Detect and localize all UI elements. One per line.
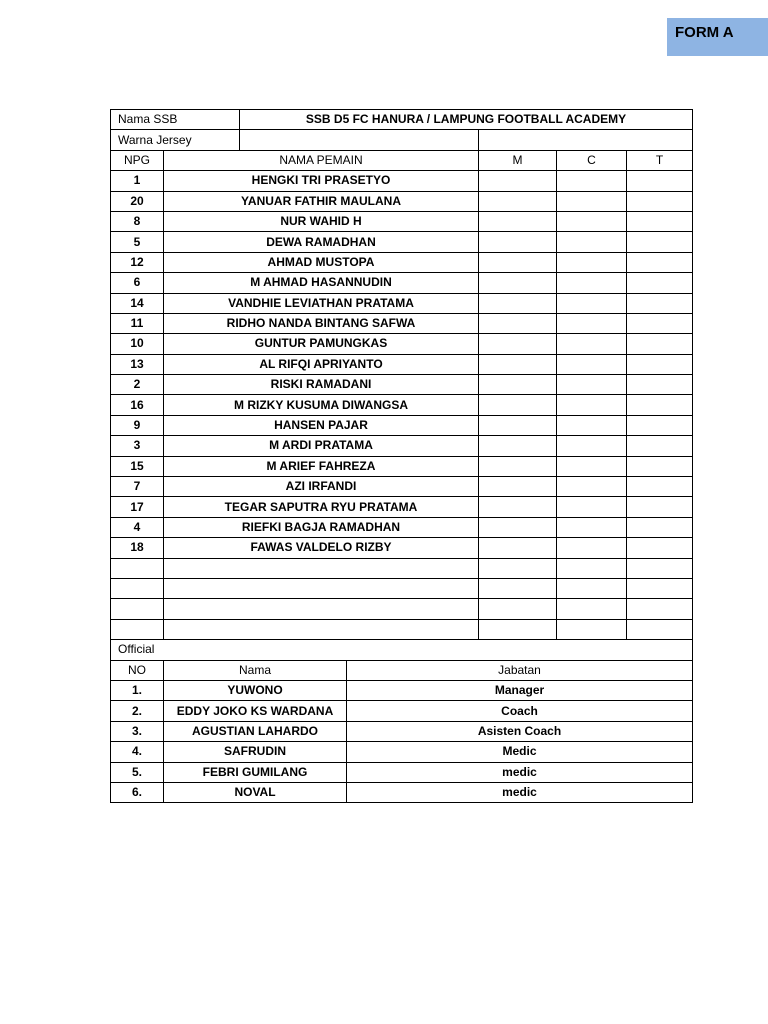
official-jabatan-header: Jabatan <box>347 660 693 680</box>
official-jabatan: Manager <box>347 680 693 700</box>
official-nama-header: Nama <box>164 660 347 680</box>
header-table <box>110 109 693 151</box>
official-jabatan: medic <box>347 782 693 802</box>
player-t-cell <box>627 395 693 415</box>
player-m-cell <box>479 538 557 558</box>
official-section-row <box>111 640 693 660</box>
form-label: FORM A <box>667 18 768 56</box>
players-table <box>110 150 693 640</box>
table-row <box>111 517 693 537</box>
player-t-cell <box>627 273 693 293</box>
player-npg: 9 <box>111 415 164 435</box>
player-c-cell <box>557 191 627 211</box>
player-t-cell <box>627 252 693 272</box>
player-t-cell <box>627 171 693 191</box>
player-npg <box>111 599 164 619</box>
player-c-cell <box>557 517 627 537</box>
player-m-cell <box>479 558 557 578</box>
official-jabatan: Asisten Coach <box>347 721 693 741</box>
player-t-cell <box>627 517 693 537</box>
player-npg <box>111 578 164 598</box>
table-row <box>111 211 693 231</box>
table-row <box>111 701 693 721</box>
player-npg: 4 <box>111 517 164 537</box>
player-npg: 20 <box>111 191 164 211</box>
table-row <box>111 232 693 252</box>
player-m-cell <box>479 619 557 639</box>
player-name <box>164 578 479 598</box>
official-no: 4. <box>111 742 164 762</box>
table-row <box>111 191 693 211</box>
player-name: HENGKI TRI PRASETYO <box>164 171 479 191</box>
player-name: M ARIEF FAHREZA <box>164 456 479 476</box>
player-m-cell <box>479 171 557 191</box>
official-jabatan: Coach <box>347 701 693 721</box>
player-c-cell <box>557 599 627 619</box>
player-c-cell <box>557 211 627 231</box>
player-m-cell <box>479 395 557 415</box>
table-row <box>111 354 693 374</box>
player-t-cell <box>627 538 693 558</box>
player-npg: 7 <box>111 477 164 497</box>
table-row <box>111 273 693 293</box>
table-row <box>111 762 693 782</box>
player-npg: 2 <box>111 375 164 395</box>
player-name: RIDHO NANDA BINTANG SAFWA <box>164 313 479 333</box>
official-no: 2. <box>111 701 164 721</box>
player-t-cell <box>627 619 693 639</box>
player-npg: 1 <box>111 171 164 191</box>
player-rows <box>111 171 693 640</box>
official-nama: YUWONO <box>164 680 347 700</box>
player-m-cell <box>479 517 557 537</box>
player-c-cell <box>557 293 627 313</box>
player-m-cell <box>479 334 557 354</box>
player-t-cell <box>627 354 693 374</box>
player-npg <box>111 558 164 578</box>
player-m-cell <box>479 191 557 211</box>
player-m-cell <box>479 375 557 395</box>
official-nama: AGUSTIAN LAHARDO <box>164 721 347 741</box>
player-name: GUNTUR PAMUNGKAS <box>164 334 479 354</box>
player-npg: 11 <box>111 313 164 333</box>
table-row <box>111 721 693 741</box>
table-row <box>111 558 693 578</box>
player-t-cell <box>627 558 693 578</box>
player-c-cell <box>557 354 627 374</box>
table-row <box>111 782 693 802</box>
nama-pemain-header: NAMA PEMAIN <box>164 150 479 170</box>
official-no-header: NO <box>111 660 164 680</box>
player-m-cell <box>479 578 557 598</box>
player-npg: 12 <box>111 252 164 272</box>
table-row <box>111 436 693 456</box>
table-row <box>111 456 693 476</box>
table-row <box>111 334 693 354</box>
warna-jersey-row <box>111 130 693 150</box>
player-npg: 6 <box>111 273 164 293</box>
table-row <box>111 619 693 639</box>
player-npg: 13 <box>111 354 164 374</box>
player-npg: 10 <box>111 334 164 354</box>
official-jabatan: medic <box>347 762 693 782</box>
player-name: M AHMAD HASANNUDIN <box>164 273 479 293</box>
player-npg: 8 <box>111 211 164 231</box>
official-header-row <box>111 660 693 680</box>
official-no: 3. <box>111 721 164 741</box>
player-m-cell <box>479 456 557 476</box>
official-no: 6. <box>111 782 164 802</box>
player-m-cell <box>479 497 557 517</box>
player-t-cell <box>627 232 693 252</box>
player-c-cell <box>557 334 627 354</box>
t-header: T <box>627 150 693 170</box>
team-registration-sheet <box>110 109 692 803</box>
player-c-cell <box>557 456 627 476</box>
player-name <box>164 599 479 619</box>
player-t-cell <box>627 334 693 354</box>
player-t-cell <box>627 293 693 313</box>
table-row <box>111 538 693 558</box>
table-row <box>111 313 693 333</box>
nama-ssb-value: SSB D5 FC HANURA / LAMPUNG FOOTBALL ACADEMY <box>240 110 693 130</box>
table-row <box>111 293 693 313</box>
player-m-cell <box>479 436 557 456</box>
official-section-label: Official <box>111 640 693 660</box>
table-row <box>111 578 693 598</box>
player-m-cell <box>479 252 557 272</box>
player-c-cell <box>557 578 627 598</box>
warna-jersey-value <box>240 130 479 150</box>
player-m-cell <box>479 599 557 619</box>
player-t-cell <box>627 477 693 497</box>
player-npg: 14 <box>111 293 164 313</box>
player-m-cell <box>479 313 557 333</box>
table-row <box>111 171 693 191</box>
player-name: AZI IRFANDI <box>164 477 479 497</box>
player-name: HANSEN PAJAR <box>164 415 479 435</box>
player-t-cell <box>627 436 693 456</box>
player-m-cell <box>479 477 557 497</box>
player-c-cell <box>557 375 627 395</box>
player-npg: 17 <box>111 497 164 517</box>
table-row <box>111 497 693 517</box>
player-m-cell <box>479 415 557 435</box>
player-name: VANDHIE LEVIATHAN PRATAMA <box>164 293 479 313</box>
player-c-cell <box>557 273 627 293</box>
table-row <box>111 742 693 762</box>
player-c-cell <box>557 171 627 191</box>
players-header-row <box>111 150 693 170</box>
table-row <box>111 415 693 435</box>
player-c-cell <box>557 415 627 435</box>
table-row <box>111 395 693 415</box>
player-m-cell <box>479 232 557 252</box>
warna-jersey-label: Warna Jersey <box>111 130 240 150</box>
table-row <box>111 252 693 272</box>
official-jabatan: Medic <box>347 742 693 762</box>
player-name: M RIZKY KUSUMA DIWANGSA <box>164 395 479 415</box>
player-name: RISKI RAMADANI <box>164 375 479 395</box>
player-m-cell <box>479 273 557 293</box>
official-nama: SAFRUDIN <box>164 742 347 762</box>
player-name: YANUAR FATHIR MAULANA <box>164 191 479 211</box>
player-name: DEWA RAMADHAN <box>164 232 479 252</box>
warna-jersey-blank <box>479 130 693 150</box>
player-c-cell <box>557 477 627 497</box>
player-name: NUR WAHID H <box>164 211 479 231</box>
player-t-cell <box>627 578 693 598</box>
player-t-cell <box>627 497 693 517</box>
player-c-cell <box>557 558 627 578</box>
official-rows <box>111 680 693 802</box>
official-no: 5. <box>111 762 164 782</box>
player-name <box>164 619 479 639</box>
official-table <box>110 639 693 803</box>
npg-header: NPG <box>111 150 164 170</box>
official-nama: NOVAL <box>164 782 347 802</box>
player-npg: 3 <box>111 436 164 456</box>
player-t-cell <box>627 599 693 619</box>
table-row <box>111 477 693 497</box>
player-npg <box>111 619 164 639</box>
table-row <box>111 680 693 700</box>
player-name: RIEFKI BAGJA RAMADHAN <box>164 517 479 537</box>
nama-ssb-row <box>111 110 693 130</box>
player-c-cell <box>557 313 627 333</box>
player-c-cell <box>557 232 627 252</box>
player-m-cell <box>479 293 557 313</box>
player-c-cell <box>557 436 627 456</box>
player-name: M ARDI PRATAMA <box>164 436 479 456</box>
player-name: AHMAD MUSTOPA <box>164 252 479 272</box>
player-npg: 18 <box>111 538 164 558</box>
player-name: FAWAS VALDELO RIZBY <box>164 538 479 558</box>
table-row <box>111 599 693 619</box>
player-name <box>164 558 479 578</box>
m-header: M <box>479 150 557 170</box>
player-npg: 15 <box>111 456 164 476</box>
player-c-cell <box>557 395 627 415</box>
player-name: TEGAR SAPUTRA RYU PRATAMA <box>164 497 479 517</box>
player-m-cell <box>479 211 557 231</box>
player-npg: 5 <box>111 232 164 252</box>
player-npg: 16 <box>111 395 164 415</box>
nama-ssb-label: Nama SSB <box>111 110 240 130</box>
official-nama: EDDY JOKO KS WARDANA <box>164 701 347 721</box>
player-c-cell <box>557 538 627 558</box>
player-t-cell <box>627 456 693 476</box>
player-t-cell <box>627 191 693 211</box>
player-c-cell <box>557 619 627 639</box>
player-c-cell <box>557 497 627 517</box>
player-name: AL RIFQI APRIYANTO <box>164 354 479 374</box>
c-header: C <box>557 150 627 170</box>
player-t-cell <box>627 415 693 435</box>
player-c-cell <box>557 252 627 272</box>
player-t-cell <box>627 211 693 231</box>
player-t-cell <box>627 375 693 395</box>
player-t-cell <box>627 313 693 333</box>
player-m-cell <box>479 354 557 374</box>
official-nama: FEBRI GUMILANG <box>164 762 347 782</box>
official-no: 1. <box>111 680 164 700</box>
table-row <box>111 375 693 395</box>
